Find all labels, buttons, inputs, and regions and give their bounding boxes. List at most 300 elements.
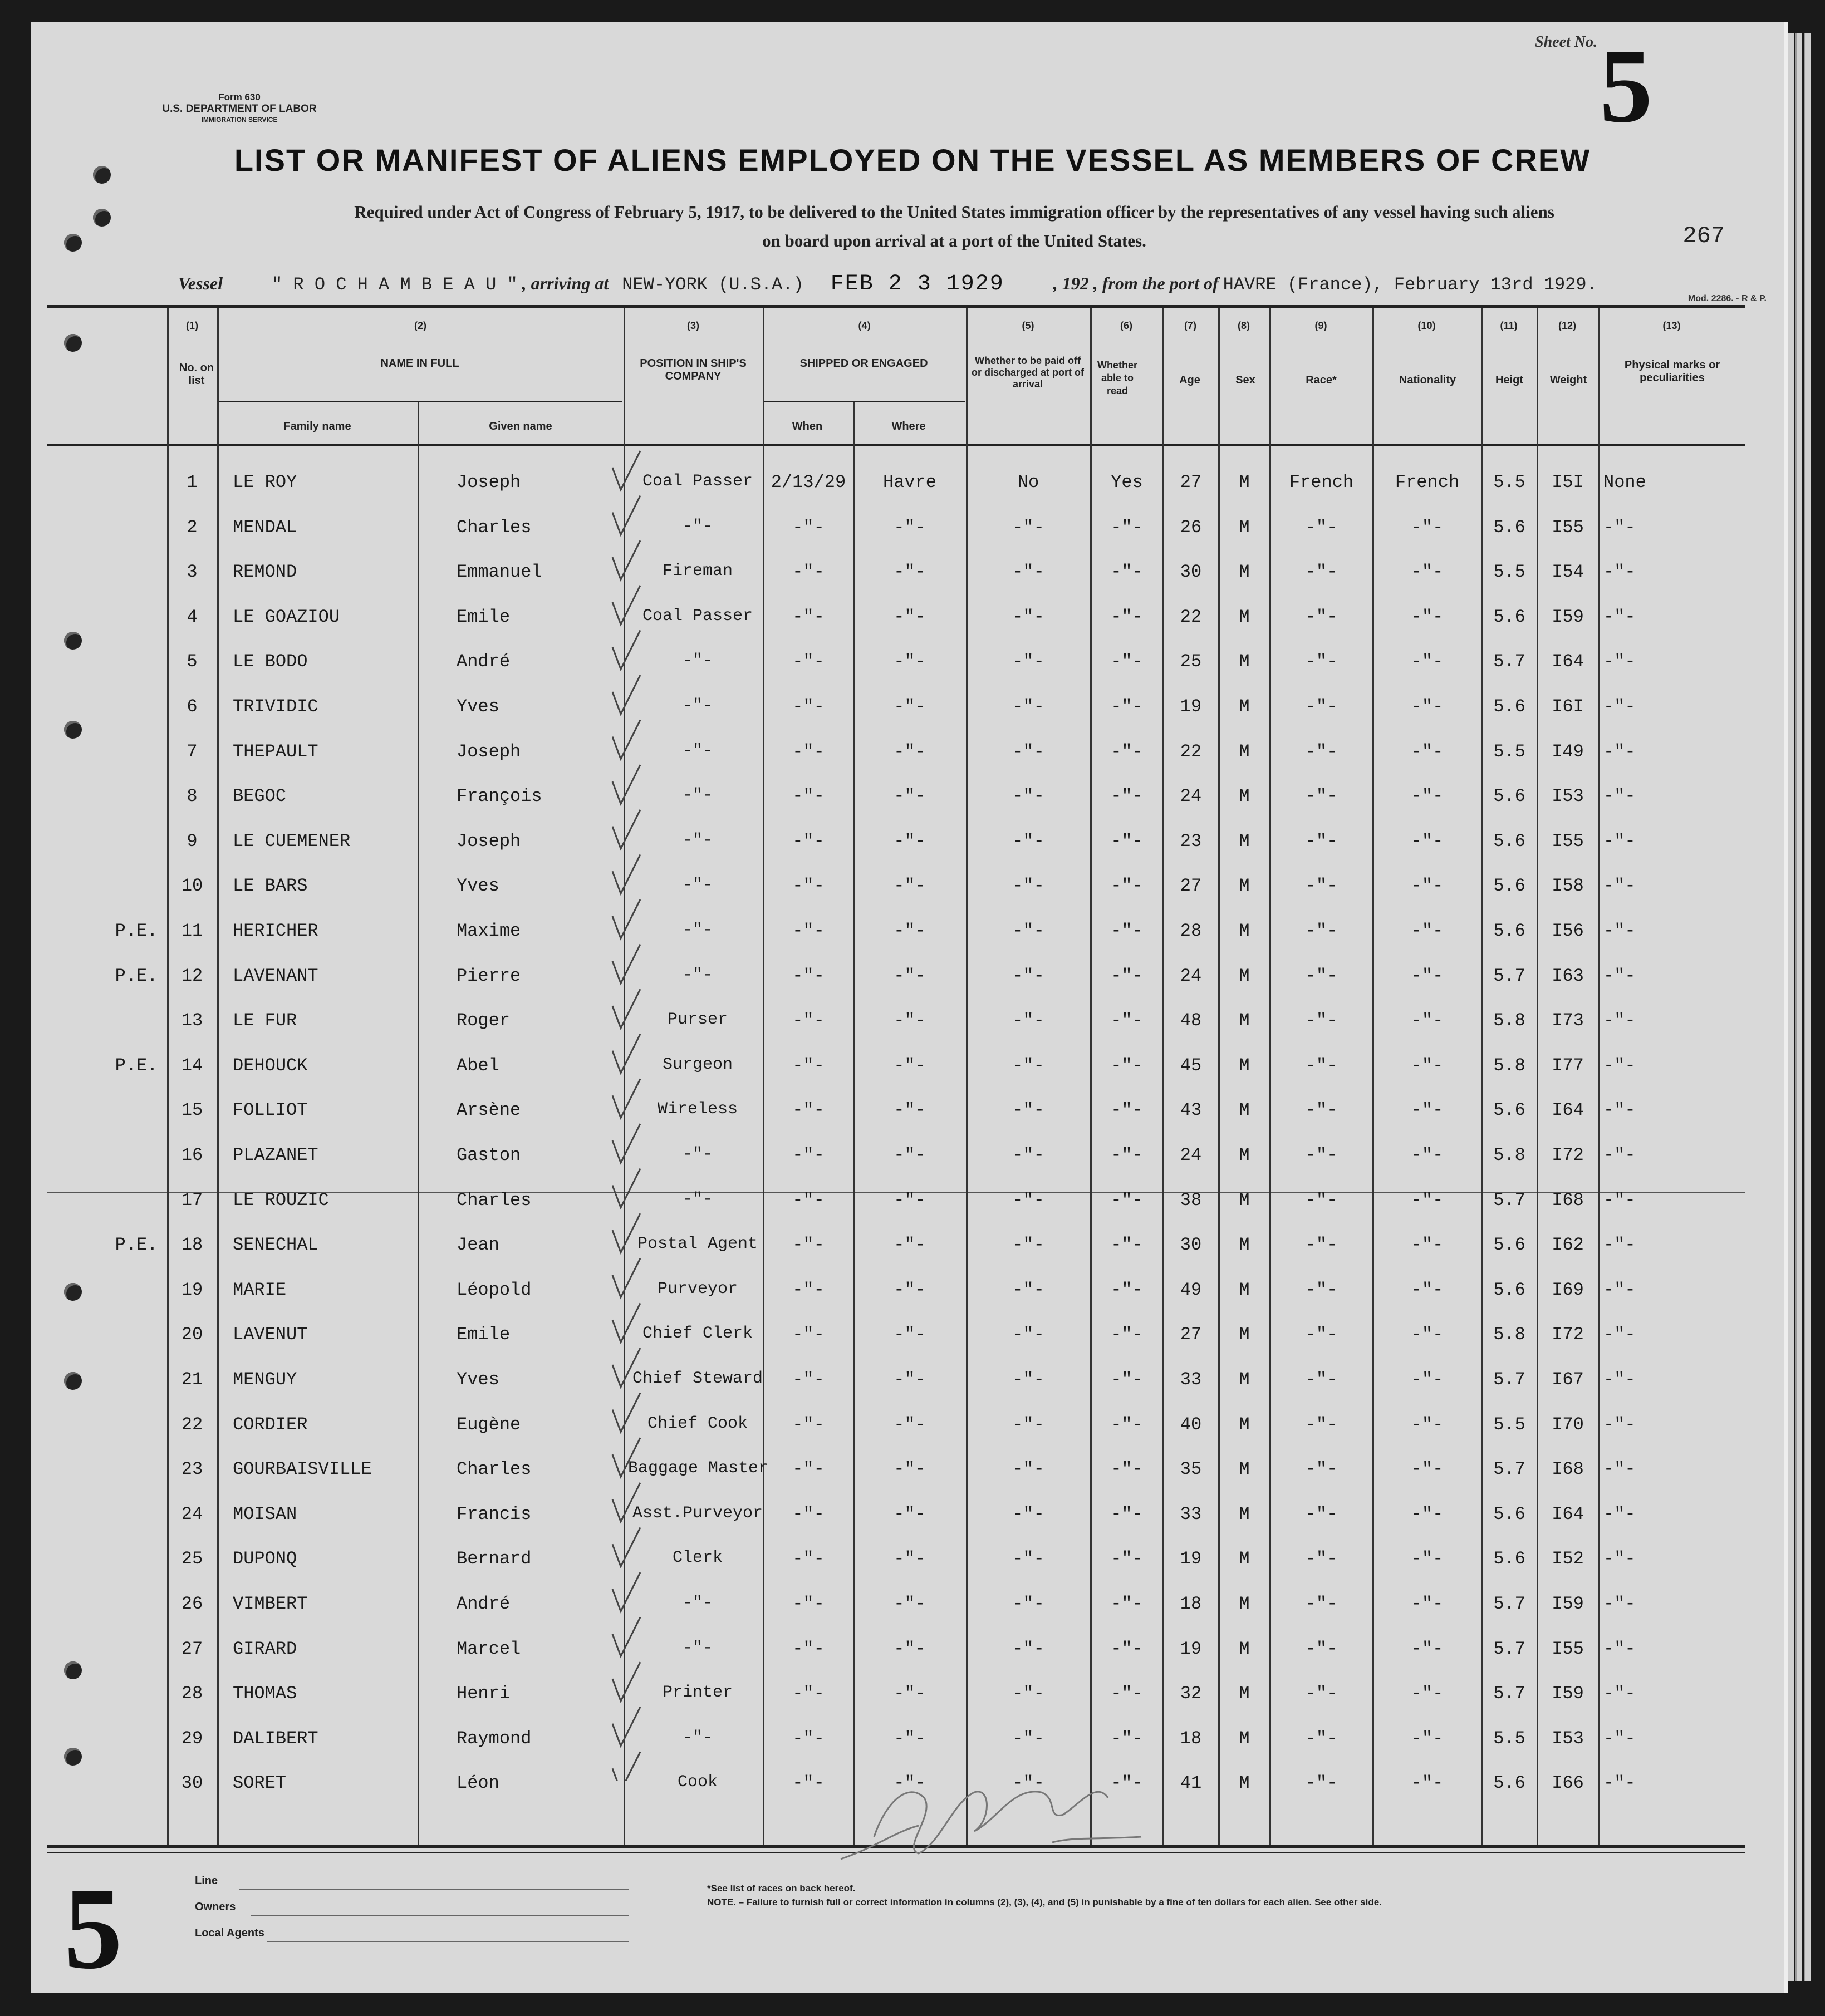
able-to-read-cell: -"- bbox=[1111, 1100, 1143, 1121]
check-mark bbox=[612, 1617, 640, 1656]
physical-marks-cell: -"- bbox=[1603, 1548, 1636, 1570]
physical-marks-cell: None bbox=[1603, 472, 1646, 493]
sex-cell: M bbox=[1239, 1683, 1250, 1704]
column-divider bbox=[1218, 308, 1220, 1845]
check-mark bbox=[612, 1483, 640, 1522]
able-to-read-cell: -"- bbox=[1111, 876, 1143, 897]
nationality-cell: -"- bbox=[1411, 1683, 1444, 1704]
shipped-when-cell: -"- bbox=[792, 651, 825, 672]
nationality-cell: -"- bbox=[1411, 921, 1444, 941]
sex-cell: M bbox=[1239, 1773, 1250, 1794]
punch-hole-icon bbox=[64, 721, 82, 739]
paid-off-cell: -"- bbox=[1012, 1594, 1044, 1614]
row-number-cell: 19 bbox=[181, 1279, 203, 1300]
check-mark bbox=[612, 1079, 640, 1118]
able-to-read-cell: -"- bbox=[1111, 651, 1143, 672]
header-shipped-engaged: SHIPPED OR ENGAGED bbox=[799, 357, 928, 370]
sex-cell: M bbox=[1239, 651, 1250, 672]
weight-cell: I66 bbox=[1552, 1773, 1584, 1794]
able-to-read-cell: -"- bbox=[1111, 1638, 1143, 1659]
punch-hole-icon bbox=[64, 1748, 82, 1766]
shipped-where-cell: -"- bbox=[894, 1773, 926, 1794]
column-divider bbox=[1598, 308, 1600, 1845]
row-number-cell: 15 bbox=[181, 1100, 203, 1121]
age-cell: 33 bbox=[1180, 1503, 1202, 1525]
height-cell: 5.6 bbox=[1493, 830, 1525, 852]
physical-marks-cell: -"- bbox=[1603, 965, 1636, 986]
physical-marks-cell: -"- bbox=[1603, 1189, 1636, 1211]
age-cell: 18 bbox=[1180, 1728, 1202, 1749]
family-name-cell: BEGOC bbox=[233, 786, 287, 807]
height-cell: 5.5 bbox=[1493, 562, 1525, 583]
given-name-cell: Charles bbox=[457, 517, 532, 538]
age-cell: 22 bbox=[1180, 606, 1202, 627]
sex-cell: M bbox=[1239, 606, 1250, 627]
header-given-name: Given name bbox=[489, 420, 552, 432]
given-name-cell: Bernard bbox=[457, 1548, 532, 1570]
row-number-cell: 28 bbox=[181, 1683, 203, 1704]
weight-cell: I62 bbox=[1552, 1235, 1584, 1256]
shipped-when-cell: -"- bbox=[792, 1503, 825, 1525]
check-mark bbox=[612, 1527, 640, 1566]
weight-cell: I67 bbox=[1552, 1369, 1584, 1390]
shipped-when-cell: -"- bbox=[792, 1279, 825, 1300]
header-weight: Weight bbox=[1549, 374, 1587, 386]
able-to-read-cell: -"- bbox=[1111, 1369, 1143, 1390]
weight-cell: I55 bbox=[1552, 1638, 1584, 1659]
sex-cell: M bbox=[1239, 1324, 1250, 1345]
height-cell: 5.6 bbox=[1493, 876, 1525, 897]
sex-cell: M bbox=[1239, 1235, 1250, 1256]
position-cell: -"- bbox=[682, 830, 713, 850]
shipped-where-cell: -"- bbox=[894, 1100, 926, 1121]
age-cell: 48 bbox=[1180, 1010, 1202, 1031]
weight-cell: I53 bbox=[1552, 1728, 1584, 1749]
position-cell: Chief Steward bbox=[632, 1369, 763, 1388]
row-number-cell: 23 bbox=[181, 1459, 203, 1480]
form-number: Form 630 bbox=[218, 92, 261, 102]
row-number-cell: 29 bbox=[181, 1728, 203, 1749]
row-number-cell: 11 bbox=[181, 921, 203, 941]
shipped-where-cell: -"- bbox=[894, 1459, 926, 1480]
height-cell: 5.6 bbox=[1493, 1279, 1525, 1300]
nationality-cell: -"- bbox=[1411, 696, 1444, 717]
weight-cell: I73 bbox=[1552, 1010, 1584, 1031]
pe-mark-cell: P.E. bbox=[115, 965, 158, 986]
nationality-cell: -"- bbox=[1411, 1638, 1444, 1659]
paid-off-cell: -"- bbox=[1012, 1728, 1044, 1749]
age-cell: 18 bbox=[1180, 1594, 1202, 1614]
row-number-cell: 22 bbox=[181, 1414, 203, 1435]
nationality-cell: -"- bbox=[1411, 1728, 1444, 1749]
row-number-cell: 24 bbox=[181, 1503, 203, 1525]
family-name-cell: THEPAULT bbox=[233, 741, 318, 762]
local-agents-label: Local Agents bbox=[195, 1927, 264, 1939]
row-number-cell: 8 bbox=[187, 786, 198, 807]
nationality-cell: -"- bbox=[1411, 1235, 1444, 1256]
paid-off-cell: -"- bbox=[1012, 1010, 1044, 1031]
family-name-cell: CORDIER bbox=[233, 1414, 308, 1435]
vessel-name: " R O C H A M B E A U " bbox=[272, 274, 518, 295]
column-divider bbox=[1372, 308, 1374, 1845]
able-to-read-cell: -"- bbox=[1111, 1683, 1143, 1704]
age-cell: 24 bbox=[1180, 965, 1202, 986]
nationality-cell: -"- bbox=[1411, 1100, 1444, 1121]
shipped-where-cell: -"- bbox=[894, 921, 926, 941]
arrival-date-stamp: FEB 2 3 1929 bbox=[830, 272, 1004, 297]
weight-cell: I49 bbox=[1552, 741, 1584, 762]
shipped-where-cell: -"- bbox=[894, 741, 926, 762]
able-to-read-cell: -"- bbox=[1111, 1503, 1143, 1525]
row-number-cell: 21 bbox=[181, 1369, 203, 1390]
punch-hole-icon bbox=[64, 1283, 82, 1301]
shipped-when-cell: -"- bbox=[792, 1189, 825, 1211]
row-number-cell: 4 bbox=[187, 606, 198, 627]
shipped-when-cell: -"- bbox=[792, 1369, 825, 1390]
row-number-cell: 18 bbox=[181, 1235, 203, 1256]
able-to-read-cell: -"- bbox=[1111, 606, 1143, 627]
column-number: (1) bbox=[186, 320, 198, 331]
race-cell: -"- bbox=[1305, 830, 1338, 852]
signature-icon bbox=[807, 1737, 1197, 1865]
race-cell: -"- bbox=[1305, 606, 1338, 627]
check-mark bbox=[612, 630, 640, 669]
weight-cell: I55 bbox=[1552, 517, 1584, 538]
given-name-cell: Joseph bbox=[457, 830, 521, 852]
position-cell: -"- bbox=[682, 1145, 713, 1164]
age-cell: 24 bbox=[1180, 1145, 1202, 1166]
family-name-cell: GIRARD bbox=[233, 1638, 297, 1659]
physical-marks-cell: -"- bbox=[1603, 1503, 1636, 1525]
header-position: POSITION IN SHIP'S COMPANY bbox=[640, 357, 747, 382]
given-name-cell: Joseph bbox=[457, 472, 521, 493]
name-subheader-rule bbox=[217, 401, 622, 402]
column-divider bbox=[217, 308, 219, 1845]
physical-marks-cell: -"- bbox=[1603, 606, 1636, 627]
paid-off-cell: -"- bbox=[1012, 786, 1044, 807]
race-cell: -"- bbox=[1305, 786, 1338, 807]
check-mark bbox=[612, 1213, 640, 1252]
pe-mark-cell: P.E. bbox=[115, 1055, 158, 1076]
row-number-cell: 3 bbox=[187, 562, 198, 583]
race-cell: -"- bbox=[1305, 1773, 1338, 1794]
weight-cell: I72 bbox=[1552, 1145, 1584, 1166]
row-number-cell: 13 bbox=[181, 1010, 203, 1031]
subtitle-line-1: Required under Act of Congress of February 5, 1917, to be delivered to the United States immigration officer by the representatives of any vessel having such aliens bbox=[354, 202, 1554, 222]
shipped-when-cell: -"- bbox=[792, 921, 825, 941]
column-number: (10) bbox=[1417, 320, 1436, 331]
vessel-line bbox=[178, 272, 1764, 297]
shipped-where-cell: -"- bbox=[894, 965, 926, 986]
position-cell: -"- bbox=[682, 965, 713, 985]
physical-marks-cell: -"- bbox=[1603, 1728, 1636, 1749]
paid-off-cell: -"- bbox=[1012, 562, 1044, 583]
given-name-cell: Henri bbox=[457, 1683, 511, 1704]
row-number-cell: 1 bbox=[187, 472, 198, 493]
position-cell: Chief Clerk bbox=[642, 1324, 753, 1344]
age-cell: 26 bbox=[1180, 517, 1202, 538]
height-cell: 5.5 bbox=[1493, 472, 1525, 493]
physical-marks-cell: -"- bbox=[1603, 1459, 1636, 1480]
sex-cell: M bbox=[1239, 1279, 1250, 1300]
shipped-where-cell: -"- bbox=[894, 1235, 926, 1256]
sex-cell: M bbox=[1239, 1055, 1250, 1076]
sex-cell: M bbox=[1239, 562, 1250, 583]
position-cell: -"- bbox=[682, 786, 713, 805]
position-cell: Chief Cook bbox=[647, 1414, 748, 1433]
height-cell: 5.5 bbox=[1493, 1728, 1525, 1749]
given-name-cell: Léon bbox=[457, 1773, 499, 1794]
physical-marks-cell: -"- bbox=[1603, 830, 1636, 852]
given-name-cell: Charles bbox=[457, 1189, 532, 1211]
shipped-where-cell: -"- bbox=[894, 1279, 926, 1300]
sheet-number-label: Sheet No. bbox=[1535, 33, 1597, 51]
family-name-cell: PLAZANET bbox=[233, 1145, 318, 1166]
paper-edge bbox=[1787, 33, 1794, 1981]
row-number-cell: 16 bbox=[181, 1145, 203, 1166]
punch-hole-icon bbox=[93, 209, 111, 227]
shipped-where-cell: Havre bbox=[882, 472, 936, 493]
nationality-cell: -"- bbox=[1411, 1369, 1444, 1390]
nationality-cell: -"- bbox=[1411, 562, 1444, 583]
height-cell: 5.6 bbox=[1493, 606, 1525, 627]
check-mark bbox=[612, 540, 640, 579]
shipped-where-cell: -"- bbox=[894, 562, 926, 583]
paid-off-cell: -"- bbox=[1012, 921, 1044, 941]
race-cell: -"- bbox=[1305, 517, 1338, 538]
nationality-cell: -"- bbox=[1411, 1773, 1444, 1794]
physical-marks-cell: -"- bbox=[1603, 1055, 1636, 1076]
height-cell: 5.6 bbox=[1493, 517, 1525, 538]
position-cell: Surgeon bbox=[662, 1055, 733, 1074]
shipped-where-cell: -"- bbox=[894, 1503, 926, 1525]
given-name-cell: Léopold bbox=[457, 1279, 532, 1300]
line-signature-line bbox=[239, 1889, 629, 1890]
position-cell: -"- bbox=[682, 1638, 713, 1658]
family-name-cell: LE ROUZIC bbox=[233, 1189, 329, 1211]
punch-hole-icon bbox=[64, 234, 82, 252]
header-family-name: Family name bbox=[283, 420, 351, 432]
height-cell: 5.5 bbox=[1493, 741, 1525, 762]
shipped-when-cell: -"- bbox=[792, 1145, 825, 1166]
column-number: (9) bbox=[1314, 320, 1327, 331]
height-cell: 5.8 bbox=[1493, 1010, 1525, 1031]
check-mark bbox=[612, 989, 640, 1028]
able-to-read-cell: -"- bbox=[1111, 1728, 1143, 1749]
sex-cell: M bbox=[1239, 472, 1250, 493]
height-cell: 5.6 bbox=[1493, 1100, 1525, 1121]
family-name-cell: LE ROY bbox=[233, 472, 297, 493]
height-cell: 5.8 bbox=[1493, 1055, 1525, 1076]
row-number-cell: 6 bbox=[187, 696, 198, 717]
check-mark bbox=[612, 1438, 640, 1477]
physical-marks-cell: -"- bbox=[1603, 1324, 1636, 1345]
position-cell: Purser bbox=[667, 1010, 728, 1030]
check-mark bbox=[612, 1393, 640, 1432]
row-number-cell: 27 bbox=[181, 1638, 203, 1659]
weight-cell: I55 bbox=[1552, 830, 1584, 852]
position-cell: Coal Passer bbox=[642, 472, 753, 491]
family-name-cell: MENDAL bbox=[233, 517, 297, 538]
weight-cell: I64 bbox=[1552, 1100, 1584, 1121]
given-name-cell: Emile bbox=[457, 606, 511, 627]
paid-off-cell: -"- bbox=[1012, 1459, 1044, 1480]
race-cell: -"- bbox=[1305, 1548, 1338, 1570]
modification-tag: Mod. 2286. - R & P. bbox=[1687, 294, 1767, 303]
check-mark bbox=[612, 1303, 640, 1342]
row-number-cell: 2 bbox=[187, 517, 198, 538]
shipped-when-cell: -"- bbox=[792, 1100, 825, 1121]
nationality-cell: -"- bbox=[1411, 517, 1444, 538]
shipped-where-cell: -"- bbox=[894, 830, 926, 852]
able-to-read-cell: -"- bbox=[1111, 1279, 1143, 1300]
given-name-cell: Pierre bbox=[457, 965, 521, 986]
line-label: Line bbox=[195, 1875, 218, 1887]
paid-off-cell: -"- bbox=[1012, 830, 1044, 852]
punch-hole-icon bbox=[64, 334, 82, 352]
shipped-where-cell: -"- bbox=[894, 1638, 926, 1659]
able-to-read-cell: -"- bbox=[1111, 1773, 1143, 1794]
row-number-cell: 10 bbox=[181, 876, 203, 897]
header-race: Race* bbox=[1306, 374, 1337, 386]
given-name-cell: Maxime bbox=[457, 921, 521, 941]
header-where: Where bbox=[891, 420, 926, 432]
race-cell: -"- bbox=[1305, 1145, 1338, 1166]
position-cell: Cook bbox=[677, 1773, 718, 1792]
weight-cell: I68 bbox=[1552, 1459, 1584, 1480]
paid-off-cell: -"- bbox=[1012, 1414, 1044, 1435]
family-name-cell: LE FUR bbox=[233, 1010, 297, 1031]
shipped-where-cell: -"- bbox=[894, 786, 926, 807]
punch-hole-icon bbox=[64, 632, 82, 650]
paid-off-cell: -"- bbox=[1012, 1324, 1044, 1345]
shipped-where-cell: -"- bbox=[894, 1683, 926, 1704]
age-cell: 23 bbox=[1180, 830, 1202, 852]
family-name-cell: VIMBERT bbox=[233, 1594, 308, 1614]
shipped-when-cell: -"- bbox=[792, 1414, 825, 1435]
age-cell: 30 bbox=[1180, 1235, 1202, 1256]
paid-off-cell: -"- bbox=[1012, 1638, 1044, 1659]
physical-marks-cell: -"- bbox=[1603, 1773, 1636, 1794]
paid-off-cell: -"- bbox=[1012, 1683, 1044, 1704]
given-name-cell: Roger bbox=[457, 1010, 511, 1031]
row-number-cell: 26 bbox=[181, 1594, 203, 1614]
from-port-label: , from the port of bbox=[1093, 273, 1219, 293]
able-to-read-cell: -"- bbox=[1111, 965, 1143, 986]
weight-cell: I59 bbox=[1552, 1683, 1584, 1704]
row-number-cell: 25 bbox=[181, 1548, 203, 1570]
check-mark bbox=[612, 1124, 640, 1163]
check-mark bbox=[612, 1348, 640, 1387]
nationality-cell: -"- bbox=[1411, 1010, 1444, 1031]
shipped-where-cell: -"- bbox=[894, 1145, 926, 1166]
race-cell: -"- bbox=[1305, 1414, 1338, 1435]
check-mark bbox=[612, 1752, 640, 1781]
check-mark bbox=[612, 899, 640, 938]
row-number-cell: 9 bbox=[187, 830, 198, 852]
sex-cell: M bbox=[1239, 1638, 1250, 1659]
given-name-cell: Yves bbox=[457, 1369, 499, 1390]
check-mark bbox=[612, 720, 640, 759]
sex-cell: M bbox=[1239, 1728, 1250, 1749]
paid-off-cell: -"- bbox=[1012, 1369, 1044, 1390]
position-cell: Coal Passer bbox=[642, 606, 753, 626]
physical-marks-cell: -"- bbox=[1603, 1594, 1636, 1614]
position-cell: -"- bbox=[682, 651, 713, 671]
shipped-where-cell: -"- bbox=[894, 1189, 926, 1211]
row-number-cell: 17 bbox=[181, 1189, 203, 1211]
height-cell: 5.6 bbox=[1493, 696, 1525, 717]
given-name-cell: Francis bbox=[457, 1503, 532, 1525]
family-name-cell: LE BARS bbox=[233, 876, 308, 897]
shipped-when-cell: -"- bbox=[792, 1459, 825, 1480]
column-divider bbox=[167, 308, 169, 1845]
owners-signature-line bbox=[251, 1915, 629, 1916]
table-top-rule bbox=[47, 305, 1745, 308]
shipped-when-cell: -"- bbox=[792, 830, 825, 852]
age-cell: 27 bbox=[1180, 472, 1202, 493]
check-mark bbox=[612, 1707, 640, 1746]
able-to-read-cell: -"- bbox=[1111, 830, 1143, 852]
header-able-to-read: Whether able to read bbox=[1097, 360, 1137, 396]
nationality-cell: -"- bbox=[1411, 1548, 1444, 1570]
paid-off-cell: -"- bbox=[1012, 1235, 1044, 1256]
position-cell: Clerk bbox=[672, 1548, 723, 1568]
arriving-label: , arriving at bbox=[522, 273, 609, 293]
given-name-cell: André bbox=[457, 651, 511, 672]
header-nationality: Nationality bbox=[1399, 374, 1456, 386]
nationality-cell: -"- bbox=[1411, 1145, 1444, 1166]
given-name-cell: Yves bbox=[457, 696, 499, 717]
physical-marks-cell: -"- bbox=[1603, 1235, 1636, 1256]
able-to-read-cell: -"- bbox=[1111, 1594, 1143, 1614]
height-cell: 5.7 bbox=[1493, 1459, 1525, 1480]
family-name-cell: FOLLIOT bbox=[233, 1100, 308, 1121]
race-cell: -"- bbox=[1305, 1728, 1338, 1749]
race-cell: -"- bbox=[1305, 1459, 1338, 1480]
shipped-where-cell: -"- bbox=[894, 1594, 926, 1614]
age-cell: 43 bbox=[1180, 1100, 1202, 1121]
paid-off-cell: No bbox=[1017, 472, 1039, 493]
table-header-rule bbox=[47, 444, 1745, 446]
paid-off-cell: -"- bbox=[1012, 1189, 1044, 1211]
weight-cell: I52 bbox=[1552, 1548, 1584, 1570]
header-no-on-list: No. on list bbox=[179, 362, 214, 387]
family-name-cell: LAVENUT bbox=[233, 1324, 308, 1345]
able-to-read-cell: -"- bbox=[1111, 1055, 1143, 1076]
shipped-subheader-rule bbox=[763, 401, 965, 402]
sex-cell: M bbox=[1239, 1100, 1250, 1121]
sex-cell: M bbox=[1239, 696, 1250, 717]
race-cell: -"- bbox=[1305, 921, 1338, 941]
height-cell: 5.8 bbox=[1493, 1324, 1525, 1345]
shipped-where-cell: -"- bbox=[894, 606, 926, 627]
position-cell: Purveyor bbox=[657, 1279, 738, 1299]
header-paid-off: Whether to be paid off or discharged at port of arrival bbox=[971, 355, 1085, 390]
race-cell: -"- bbox=[1305, 1235, 1338, 1256]
race-cell: -"- bbox=[1305, 1189, 1338, 1211]
age-cell: 35 bbox=[1180, 1459, 1202, 1480]
column-divider bbox=[966, 308, 968, 1845]
service-name: IMMIGRATION SERVICE bbox=[201, 116, 278, 124]
physical-marks-cell: -"- bbox=[1603, 1683, 1636, 1704]
race-cell: -"- bbox=[1305, 965, 1338, 986]
race-cell: French bbox=[1289, 472, 1354, 493]
paid-off-cell: -"- bbox=[1012, 1773, 1044, 1794]
nationality-cell: -"- bbox=[1411, 651, 1444, 672]
weight-cell: I64 bbox=[1552, 651, 1584, 672]
pe-mark-cell: P.E. bbox=[115, 921, 158, 941]
